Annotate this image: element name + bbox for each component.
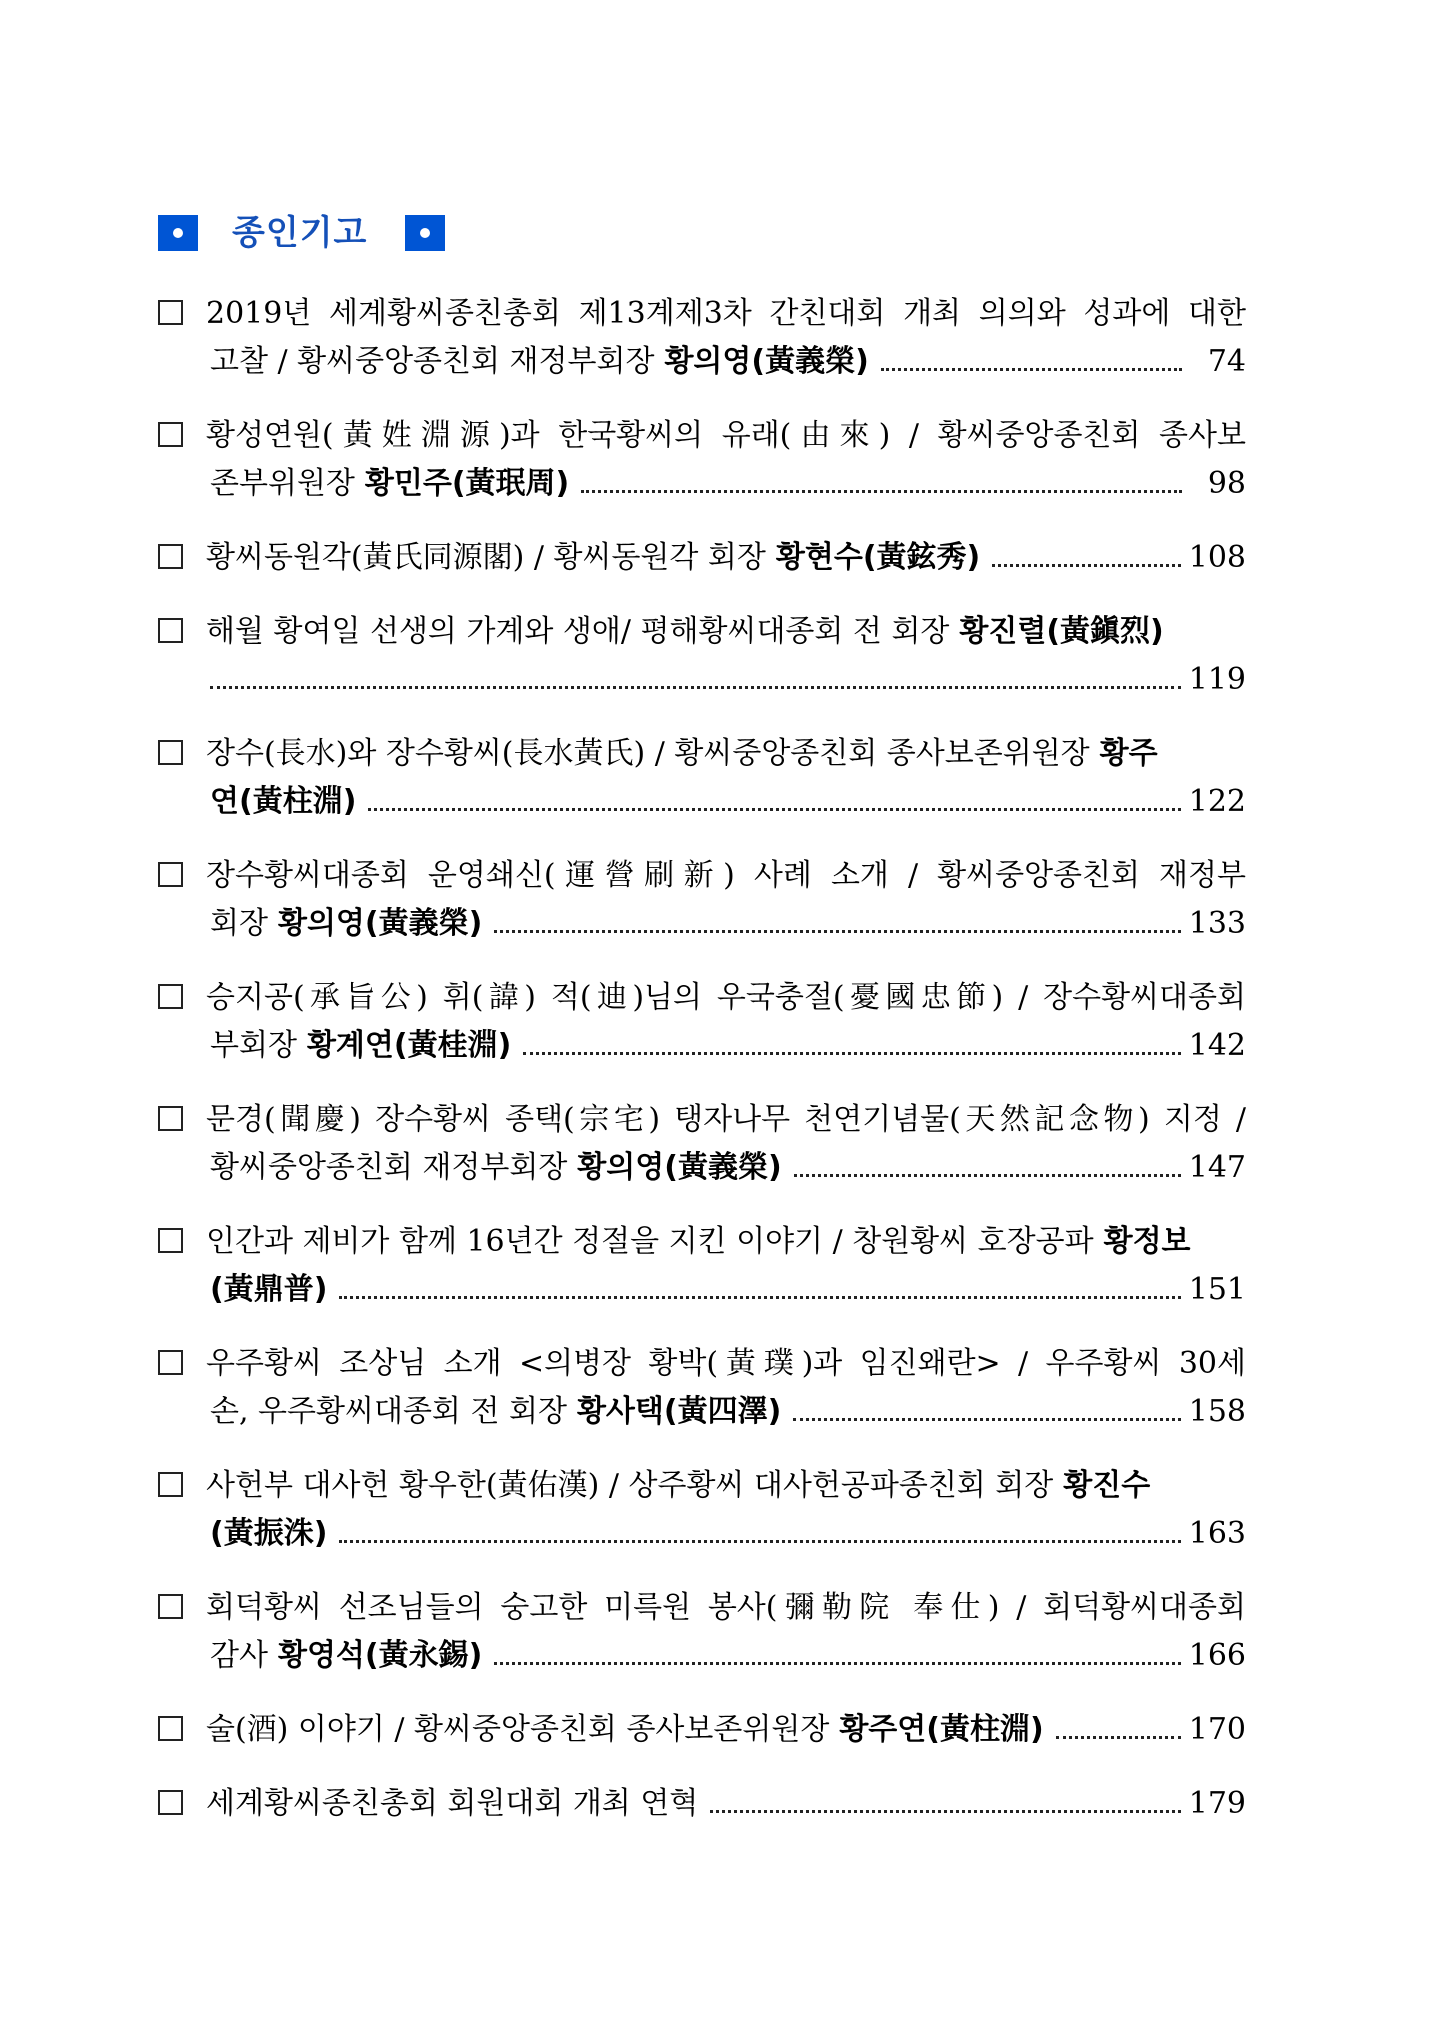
contents-list bbox=[158, 290, 1246, 1828]
dot-leader bbox=[1056, 1736, 1181, 1739]
section-title: 종인기고 bbox=[232, 213, 368, 253]
entry-title-cont: 손, 우주황씨대종회 전 회장 bbox=[210, 1394, 567, 1429]
entry-title-cont: 황씨중앙종친회 재정부회장 bbox=[210, 1150, 568, 1185]
checkbox-icon bbox=[158, 544, 183, 569]
entry-author: 황계연(黃桂淵) bbox=[306, 1028, 512, 1063]
dot-leader bbox=[794, 1174, 1181, 1177]
entry-title: 장수황씨대종회 운영쇄신(運營刷新) 사례 소개 / 황씨중앙종친회 재정부 bbox=[206, 858, 1246, 893]
dot-leader bbox=[881, 368, 1182, 371]
checkbox-icon bbox=[158, 1106, 183, 1131]
list-item bbox=[158, 608, 1246, 704]
entry-author: 황진수 bbox=[1063, 1468, 1151, 1503]
dot-leader bbox=[494, 1662, 1180, 1665]
page-number: 142 bbox=[1188, 1028, 1246, 1063]
entry-author-cont: (黃鼎普) bbox=[210, 1272, 328, 1307]
list-item bbox=[158, 1096, 1246, 1192]
bullet-square-icon bbox=[405, 215, 445, 251]
page-number: 158 bbox=[1188, 1394, 1246, 1429]
entry-title-cont: 회장 bbox=[210, 906, 268, 941]
page-number: 108 bbox=[1188, 540, 1246, 575]
checkbox-icon bbox=[158, 1790, 183, 1815]
dot-leader bbox=[523, 1052, 1180, 1055]
list-item bbox=[158, 1218, 1246, 1314]
entry-author: 황정보 bbox=[1103, 1224, 1191, 1259]
dot-leader bbox=[710, 1810, 1180, 1813]
entry-title-cont: 부회장 bbox=[210, 1028, 297, 1063]
checkbox-icon bbox=[158, 1472, 183, 1497]
list-item bbox=[158, 534, 1246, 582]
entry-title: 해월 황여일 선생의 가계와 생애/ 평해황씨대종회 전 회장 bbox=[206, 614, 950, 649]
entry-title-cont: 고찰 / 황씨중앙종친회 재정부회장 bbox=[210, 344, 655, 379]
dot-leader bbox=[339, 1296, 1180, 1299]
checkbox-icon bbox=[158, 1228, 183, 1253]
entry-title: 승지공(承旨公) 휘(諱) 적(迪)님의 우국충절(憂國忠節) / 장수황씨대종회 bbox=[206, 980, 1246, 1015]
dot-leader bbox=[581, 490, 1182, 493]
entry-author: 황의영(黃義榮) bbox=[277, 906, 483, 941]
list-item bbox=[158, 730, 1246, 826]
checkbox-icon bbox=[158, 1594, 183, 1619]
dot-leader bbox=[368, 808, 1180, 811]
page-number: 133 bbox=[1188, 906, 1246, 941]
list-item bbox=[158, 412, 1246, 508]
list-item bbox=[158, 974, 1246, 1070]
section-header bbox=[158, 211, 445, 255]
page-number: 147 bbox=[1188, 1150, 1246, 1185]
entry-author-cont: 연(黃柱淵) bbox=[210, 784, 357, 819]
checkbox-icon bbox=[158, 1716, 183, 1741]
dot-leader bbox=[210, 686, 1181, 689]
checkbox-icon bbox=[158, 1350, 183, 1375]
checkbox-icon bbox=[158, 740, 183, 765]
entry-title: 우주황씨 조상님 소개 <의병장 황박(黃璞)과 임진왜란> / 우주황씨 30세 bbox=[206, 1346, 1246, 1381]
entry-title: 회덕황씨 선조님들의 숭고한 미륵원 봉사(彌勒院 奉仕) / 회덕황씨대종회 bbox=[206, 1590, 1246, 1625]
entry-author: 황진렬(黃鎭烈) bbox=[959, 614, 1164, 649]
list-item bbox=[158, 290, 1246, 386]
page-number: 179 bbox=[1188, 1786, 1246, 1821]
entry-title: 장수(長水)와 장수황씨(長水黃氏) / 황씨중앙종친회 종사보존위원장 bbox=[206, 736, 1090, 771]
entry-author: 황주연(黃柱淵) bbox=[839, 1712, 1044, 1747]
entry-title: 세계황씨종친총회 회원대회 개최 연혁 bbox=[206, 1786, 699, 1821]
entry-author: 황주 bbox=[1099, 736, 1158, 771]
checkbox-icon bbox=[158, 862, 183, 887]
page-number: 98 bbox=[1207, 466, 1246, 501]
entry-title-cont: 존부위원장 bbox=[210, 466, 355, 501]
entry-author: 황현수(黃鉉秀) bbox=[775, 540, 981, 575]
entry-author: 황의영(黃義榮) bbox=[664, 344, 869, 379]
page-number: 74 bbox=[1207, 344, 1246, 379]
list-item bbox=[158, 1340, 1246, 1436]
page-number: 122 bbox=[1188, 784, 1246, 819]
entry-title: 황씨동원각(黃氏同源閣) / 황씨동원각 회장 bbox=[206, 540, 766, 575]
checkbox-icon bbox=[158, 618, 183, 643]
page-number: 170 bbox=[1188, 1712, 1246, 1747]
entry-title: 술(酒) 이야기 / 황씨중앙종친회 종사보존위원장 bbox=[206, 1712, 830, 1747]
entry-title: 문경(聞慶) 장수황씨 종택(宗宅) 탱자나무 천연기념물(天然記念物) 지정 / bbox=[206, 1102, 1246, 1137]
entry-title: 황성연원(黃姓淵源)과 한국황씨의 유래(由來) / 황씨중앙종친회 종사보 bbox=[206, 418, 1246, 453]
dot-leader bbox=[339, 1540, 1180, 1543]
list-item bbox=[158, 1462, 1246, 1558]
dot-leader bbox=[793, 1418, 1180, 1421]
page-number: 166 bbox=[1188, 1638, 1246, 1673]
checkbox-icon bbox=[158, 300, 183, 325]
checkbox-icon bbox=[158, 422, 183, 447]
list-item bbox=[158, 852, 1246, 948]
entry-title: 사헌부 대사헌 황우한(黃佑漢) / 상주황씨 대사헌공파종친회 회장 bbox=[206, 1468, 1054, 1503]
entry-author-cont: (黃振洙) bbox=[210, 1516, 328, 1551]
dot-leader bbox=[992, 564, 1180, 567]
list-item bbox=[158, 1780, 1246, 1828]
entry-author: 황의영(黃義榮) bbox=[577, 1150, 782, 1185]
page-number: 151 bbox=[1188, 1272, 1246, 1307]
entry-author: 황영석(黃永錫) bbox=[277, 1638, 483, 1673]
page-number: 163 bbox=[1188, 1516, 1246, 1551]
bullet-square-icon bbox=[158, 215, 198, 251]
entry-title-cont: 감사 bbox=[210, 1638, 268, 1673]
checkbox-icon bbox=[158, 984, 183, 1009]
page-number: 119 bbox=[1188, 662, 1246, 697]
list-item bbox=[158, 1706, 1246, 1754]
dot-leader bbox=[494, 930, 1180, 933]
list-item bbox=[158, 1584, 1246, 1680]
entry-title: 인간과 제비가 함께 16년간 정절을 지킨 이야기 / 창원황씨 호장공파 bbox=[206, 1224, 1094, 1259]
entry-author: 황민주(黃珉周) bbox=[364, 466, 570, 501]
entry-author: 황사택(黃四澤) bbox=[576, 1394, 782, 1429]
entry-title: 2019년 세계황씨종친총회 제13계제3차 간친대회 개최 의의와 성과에 대한 bbox=[206, 296, 1246, 331]
